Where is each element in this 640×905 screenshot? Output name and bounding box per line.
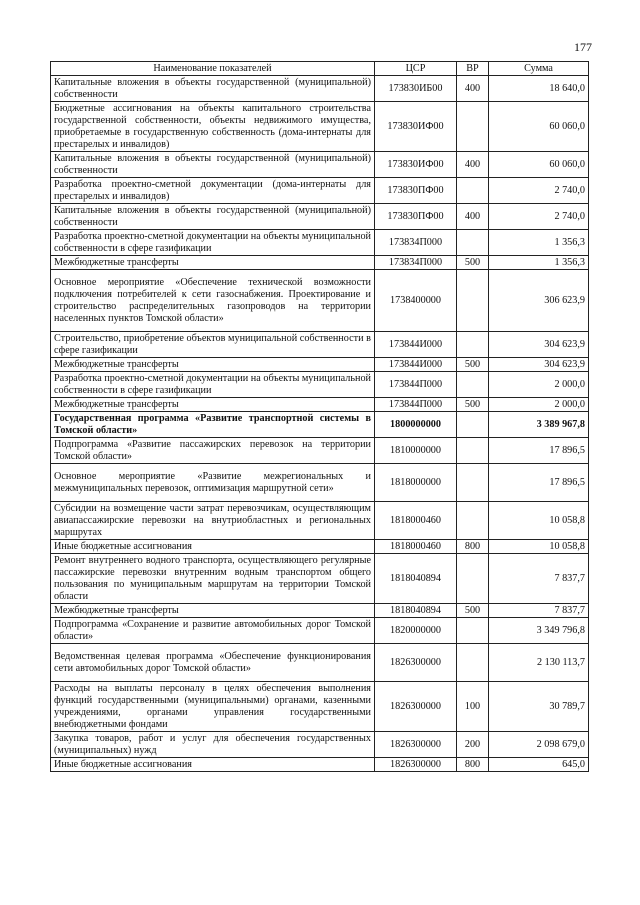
row-vr-cell: 400: [457, 76, 489, 102]
row-name-cell: Разработка проектно-сметной документации на объекты муниципальной собственности в сфере газификации: [51, 230, 375, 256]
table-row: [51, 270, 589, 332]
row-sum-cell: 2 740,0: [489, 178, 589, 204]
row-vr-cell: 500: [457, 358, 489, 372]
row-code-cell: 173834П000: [375, 230, 457, 256]
row-name-cell: Разработка проектно-сметной документации на объекты муниципальной собственности в сфере газификации: [51, 372, 375, 398]
row-sum-cell: 18 640,0: [489, 76, 589, 102]
table-header-row: [51, 62, 589, 76]
row-vr-cell: [457, 618, 489, 644]
row-name-cell: Капитальные вложения в объекты государственной (муниципальной) собственности: [51, 76, 375, 102]
row-name-cell: Иные бюджетные ассигнования: [51, 540, 375, 554]
row-sum-cell: 17 896,5: [489, 438, 589, 464]
row-name-cell: Закупка товаров, работ и услуг для обеспечения государственных (муниципальных) нужд: [51, 732, 375, 758]
row-sum-cell: 645,0: [489, 758, 589, 772]
row-code-cell: 173830ИБ00: [375, 76, 457, 102]
table-row: [51, 618, 589, 644]
row-sum-cell: 304 623,9: [489, 358, 589, 372]
row-code-cell: 173830ПФ00: [375, 204, 457, 230]
row-code-cell: 1810000000: [375, 438, 457, 464]
row-code-cell: 173830ПФ00: [375, 178, 457, 204]
row-sum-cell: 10 058,8: [489, 540, 589, 554]
row-name-cell: Капитальные вложения в объекты государственной (муниципальной) собственности: [51, 152, 375, 178]
row-code-cell: 1818000460: [375, 502, 457, 540]
header-vr: ВР: [457, 62, 489, 76]
row-name-cell: Межбюджетные трансферты: [51, 398, 375, 412]
row-vr-cell: [457, 464, 489, 502]
row-vr-cell: [457, 230, 489, 256]
row-vr-cell: 800: [457, 540, 489, 554]
row-name-cell: Разработка проектно-сметной документации (дома-интернаты для престарелых и инвалидов): [51, 178, 375, 204]
table-row: [51, 464, 589, 502]
row-sum-cell: 17 896,5: [489, 464, 589, 502]
row-name-cell: Межбюджетные трансферты: [51, 256, 375, 270]
row-name-cell: Капитальные вложения в объекты государственной (муниципальной) собственности: [51, 204, 375, 230]
row-code-cell: 1826300000: [375, 682, 457, 732]
table-row: [51, 732, 589, 758]
row-vr-cell: [457, 502, 489, 540]
page-number: 177: [574, 40, 592, 54]
table-row: [51, 604, 589, 618]
header-name: Наименование показателей: [51, 62, 375, 76]
row-name-cell: Строительство, приобретение объектов муниципальной собственности в сфере газификации: [51, 332, 375, 358]
row-name-cell: Межбюджетные трансферты: [51, 358, 375, 372]
row-sum-cell: 3 349 796,8: [489, 618, 589, 644]
row-name-cell: Основное мероприятие «Обеспечение технической возможности подключения потребителей к сети газоснабжения. Проектирование и строительство распределительных газопроводов на территории населенных пунктов Томской области»: [51, 270, 375, 332]
row-code-cell: 173844П000: [375, 398, 457, 412]
table-row: [51, 358, 589, 372]
row-vr-cell: [457, 554, 489, 604]
table-row: [51, 554, 589, 604]
row-name-cell: Ремонт внутреннего водного транспорта, осуществляющего регулярные пассажирские перевозки внутренним водным транспортом общего пользования по муниципальным маршрутам на территории Томской области: [51, 554, 375, 604]
row-code-cell: 1800000000: [375, 412, 457, 438]
row-vr-cell: [457, 412, 489, 438]
row-code-cell: 173844И000: [375, 332, 457, 358]
row-sum-cell: 306 623,9: [489, 270, 589, 332]
row-sum-cell: 304 623,9: [489, 332, 589, 358]
table-row: [51, 152, 589, 178]
row-code-cell: 173844И000: [375, 358, 457, 372]
row-sum-cell: 7 837,7: [489, 604, 589, 618]
row-name-cell: Иные бюджетные ассигнования: [51, 758, 375, 772]
row-sum-cell: 2 000,0: [489, 372, 589, 398]
row-vr-cell: [457, 178, 489, 204]
row-name-cell: Межбюджетные трансферты: [51, 604, 375, 618]
row-code-cell: 1738400000: [375, 270, 457, 332]
table-row: [51, 682, 589, 732]
row-vr-cell: [457, 372, 489, 398]
row-code-cell: 1818000000: [375, 464, 457, 502]
row-code-cell: 173834П000: [375, 256, 457, 270]
table-row: [51, 644, 589, 682]
row-code-cell: 173830ИФ00: [375, 102, 457, 152]
row-sum-cell: 60 060,0: [489, 102, 589, 152]
table-row: [51, 256, 589, 270]
row-code-cell: 1820000000: [375, 618, 457, 644]
table-row: [51, 76, 589, 102]
row-code-cell: 173844П000: [375, 372, 457, 398]
row-sum-cell: 30 789,7: [489, 682, 589, 732]
row-name-cell: Субсидии на возмещение части затрат перевозчикам, осуществляющим авиапассажирские перевозки на внутриобластных и региональных маршрутах: [51, 502, 375, 540]
row-name-cell: Расходы на выплаты персоналу в целях обеспечения выполнения функций государственными (муниципальными) органами, казенными учреждениями, органами управления государственными внебюджетными фондами: [51, 682, 375, 732]
budget-table: [50, 61, 589, 772]
row-code-cell: 173830ИФ00: [375, 152, 457, 178]
row-name-cell: Подпрограмма «Сохранение и развитие автомобильных дорог Томской области»: [51, 618, 375, 644]
row-name-cell: Основное мероприятие «Развитие межрегиональных и межмуниципальных перевозок, оптимизация маршрутной сети»: [51, 464, 375, 502]
table-row: [51, 102, 589, 152]
row-vr-cell: [457, 270, 489, 332]
row-sum-cell: 60 060,0: [489, 152, 589, 178]
table-body: [51, 76, 589, 772]
row-code-cell: 1826300000: [375, 644, 457, 682]
table-row: [51, 372, 589, 398]
row-code-cell: 1818000460: [375, 540, 457, 554]
table-row: [51, 502, 589, 540]
row-sum-cell: 1 356,3: [489, 256, 589, 270]
table-row: [51, 412, 589, 438]
row-sum-cell: 1 356,3: [489, 230, 589, 256]
table-row: [51, 332, 589, 358]
table-row: [51, 178, 589, 204]
table-row: [51, 540, 589, 554]
row-sum-cell: 3 389 967,8: [489, 412, 589, 438]
row-sum-cell: 2 098 679,0: [489, 732, 589, 758]
table-row: [51, 230, 589, 256]
row-code-cell: 1818040894: [375, 604, 457, 618]
row-vr-cell: 400: [457, 204, 489, 230]
row-vr-cell: 100: [457, 682, 489, 732]
row-vr-cell: 500: [457, 604, 489, 618]
row-sum-cell: 2 740,0: [489, 204, 589, 230]
row-name-cell: Бюджетные ассигнования на объекты капитального строительства государственной собственности, объекты недвижимого имущества, приобретаемые в государственную собственность (дома-интернаты для престарелых и инвалидов): [51, 102, 375, 152]
row-sum-cell: 2 130 113,7: [489, 644, 589, 682]
row-vr-cell: 500: [457, 256, 489, 270]
row-vr-cell: 200: [457, 732, 489, 758]
row-vr-cell: [457, 644, 489, 682]
row-sum-cell: 2 000,0: [489, 398, 589, 412]
row-name-cell: Подпрограмма «Развитие пассажирских перевозок на территории Томской области»: [51, 438, 375, 464]
row-code-cell: 1826300000: [375, 758, 457, 772]
row-code-cell: 1818040894: [375, 554, 457, 604]
row-name-cell: Государственная программа «Развитие транспортной системы в Томской области»: [51, 412, 375, 438]
row-sum-cell: 7 837,7: [489, 554, 589, 604]
row-vr-cell: [457, 332, 489, 358]
row-name-cell: Ведомственная целевая программа «Обеспечение функционирования сети автомобильных дорог Томской области»: [51, 644, 375, 682]
header-sum: Сумма: [489, 62, 589, 76]
table-row: [51, 758, 589, 772]
row-code-cell: 1826300000: [375, 732, 457, 758]
table-row: [51, 398, 589, 412]
row-vr-cell: 500: [457, 398, 489, 412]
row-vr-cell: 800: [457, 758, 489, 772]
row-vr-cell: [457, 438, 489, 464]
table-row: [51, 204, 589, 230]
table-row: [51, 438, 589, 464]
row-vr-cell: [457, 102, 489, 152]
row-sum-cell: 10 058,8: [489, 502, 589, 540]
row-vr-cell: 400: [457, 152, 489, 178]
header-code: ЦСР: [375, 62, 457, 76]
